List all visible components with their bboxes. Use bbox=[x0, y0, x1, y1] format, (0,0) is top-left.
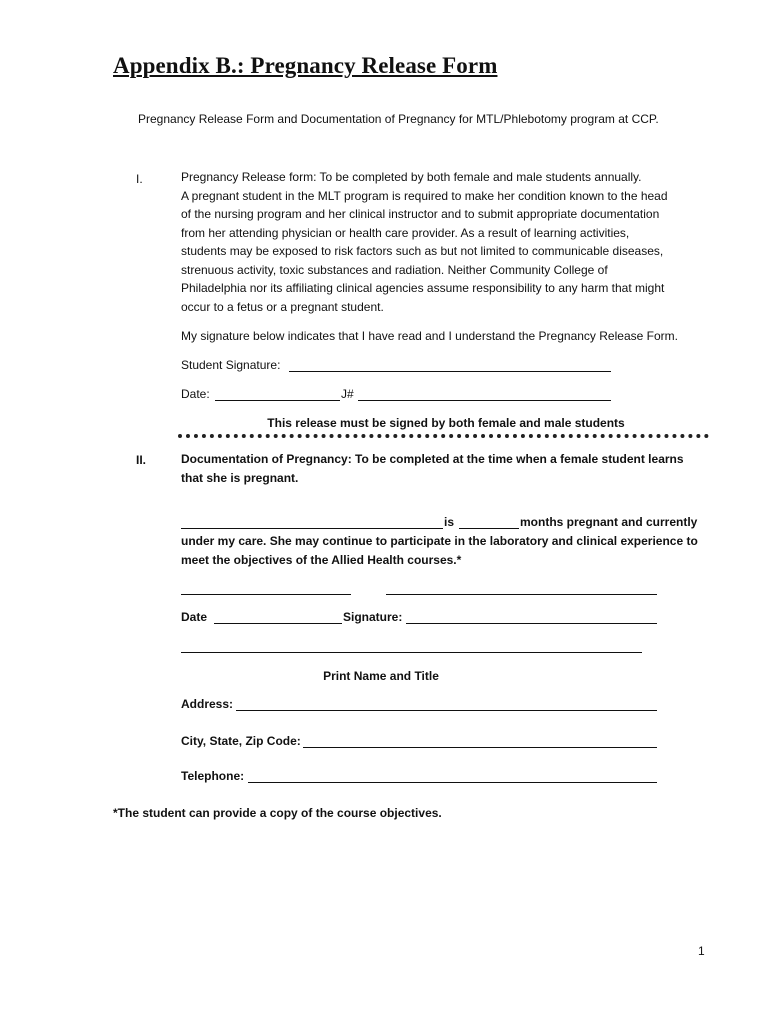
section-2-heading-line: that she is pregnant. bbox=[181, 470, 299, 485]
care-line: meet the objectives of the Allied Health courses.* bbox=[181, 553, 462, 567]
care-statement bbox=[181, 532, 711, 570]
section-2-heading-line: Documentation of Pregnancy: To be completed at the time when a female student learns bbox=[181, 452, 684, 466]
provider-signature-field[interactable] bbox=[406, 623, 657, 624]
telephone-label: Telephone: bbox=[181, 769, 245, 783]
provider-date-label: Date bbox=[181, 610, 208, 624]
id-label: J# bbox=[341, 387, 354, 401]
section-2-heading bbox=[181, 450, 711, 487]
acknowledgement-text: My signature below indicates that I have read and I understand the Pregnancy Release Form. bbox=[181, 329, 678, 343]
page-number: 1 bbox=[698, 944, 705, 958]
provider-signature-label: Signature: bbox=[343, 610, 403, 624]
dotted-divider bbox=[178, 434, 709, 438]
release-notice: This release must be signed by both female and male students bbox=[267, 416, 625, 430]
section-2-numeral: II. bbox=[136, 453, 147, 467]
document-title: Appendix B.: Pregnancy Release Form bbox=[113, 53, 498, 78]
months-field[interactable] bbox=[459, 528, 519, 529]
section-1-line: occur to a fetus or a pregnant student. bbox=[181, 299, 384, 314]
section-1-line: Pregnancy Release form: To be completed by both female and male students annually. bbox=[181, 170, 642, 184]
student-signature-label: Student Signature: bbox=[181, 358, 281, 372]
blank-line-right[interactable] bbox=[386, 594, 657, 595]
print-name-field[interactable] bbox=[181, 652, 642, 653]
telephone-field[interactable] bbox=[248, 782, 657, 783]
section-1-line: A pregnant student in the MLT program is required to make her condition known to the head bbox=[181, 188, 668, 203]
blank-line-left[interactable] bbox=[181, 594, 351, 595]
document-subtitle: Pregnancy Release Form and Documentation of Pregnancy for MTL/Phlebotomy program at CCP. bbox=[138, 112, 659, 126]
address-label: Address: bbox=[181, 697, 234, 711]
section-1-body bbox=[181, 168, 711, 316]
section-1-line: from her attending physician or health care provider. As a result of learning activities, bbox=[181, 225, 630, 240]
print-name-label: Print Name and Title bbox=[323, 669, 439, 683]
student-id-field[interactable] bbox=[358, 400, 611, 401]
student-date-field[interactable] bbox=[215, 400, 340, 401]
date-label: Date: bbox=[181, 387, 210, 401]
section-1-line: Philadelphia nor its affiliating clinical agencies assume responsibility to any harm that might bbox=[181, 281, 665, 295]
section-1-numeral: I. bbox=[136, 172, 143, 186]
city-state-zip-field[interactable] bbox=[303, 747, 657, 748]
care-line: under my care. She may continue to participate in the laboratory and clinical experience to bbox=[181, 534, 698, 548]
provider-date-field[interactable] bbox=[214, 623, 342, 624]
is-text: is bbox=[444, 515, 455, 529]
footnote: *The student can provide a copy of the course objectives. bbox=[113, 806, 442, 820]
student-signature-field[interactable] bbox=[289, 371, 611, 372]
city-state-zip-label: City, State, Zip Code: bbox=[181, 734, 301, 748]
address-field[interactable] bbox=[236, 710, 657, 711]
patient-name-field[interactable] bbox=[181, 528, 443, 529]
section-1-line: of the nursing program and her clinical instructor and to submit appropriate documentation bbox=[181, 207, 660, 221]
section-1-line: strenuous activity, toxic substances and radiation. Neither Community College of bbox=[181, 262, 608, 277]
section-1-line: students may be exposed to risk factors such as but not limited to communicable diseases, bbox=[181, 244, 664, 258]
months-text: months pregnant and currently bbox=[520, 515, 698, 529]
